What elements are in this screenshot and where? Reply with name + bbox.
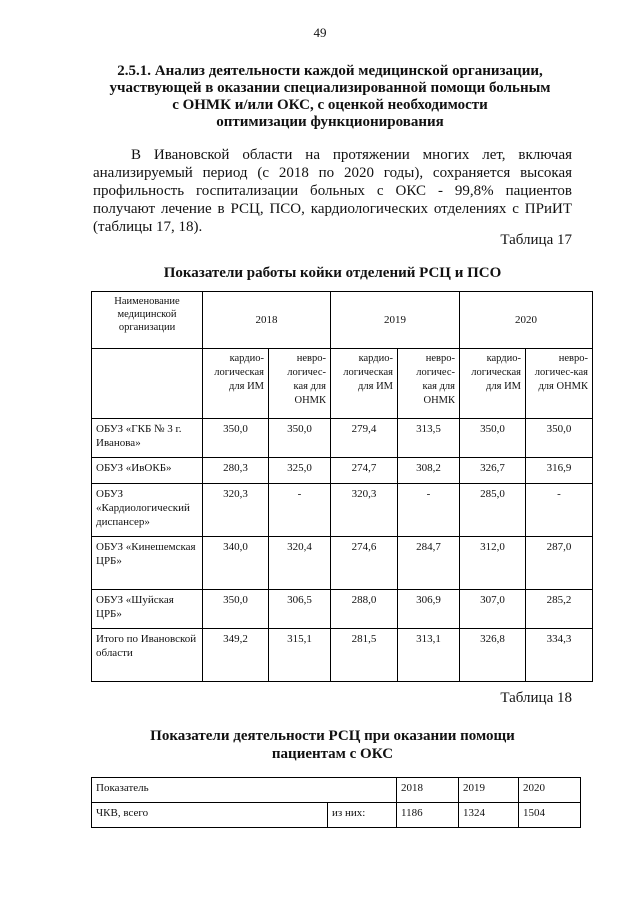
value-cell: 1504 [519,803,581,828]
year-header: 2020 [519,778,581,803]
value-cell: 320,4 [269,537,331,590]
sub-header-cardio: кардио-логическая для ИМ [203,349,269,419]
value-cell: 285,0 [460,484,526,537]
value-cell: 288,0 [331,590,398,629]
value-cell: 281,5 [331,629,398,682]
value-cell: - [269,484,331,537]
table-row [92,484,593,537]
body-paragraph: В Ивановской области на протяжении многих лет, включая анализируемый период (с 2018 по 2020 годы), сохраняется высокая профильность госпитализации больных с ОКС - 99,8% пациентов получают лечение в РСЦ, ПСО, кардиологических отделениях с ПРиИТ (таблицы 17, 18). [93,147,572,235]
value-cell: 325,0 [269,458,331,484]
sub-header-neuro: невро-логичес-кая для ОНМК [526,349,593,419]
indicator-header: Показатель [92,778,397,803]
table-row [92,803,581,828]
org-name-cell: Итого по Ивановской области [92,629,203,682]
value-cell: 350,0 [460,419,526,458]
table-subheader-row [92,349,593,419]
year-header: 2020 [460,292,593,349]
value-cell: 284,7 [398,537,460,590]
section-heading [95,63,565,131]
value-cell: 320,3 [331,484,398,537]
table-row [92,419,593,458]
year-header: 2018 [203,292,331,349]
table-header-row [92,778,581,803]
value-cell: 316,9 [526,458,593,484]
value-cell: 334,3 [526,629,593,682]
org-name-cell: ОБУЗ «Кинешемская ЦРБ» [92,537,203,590]
table-18-title [93,727,572,763]
value-cell: 313,5 [398,419,460,458]
org-name-cell: ОБУЗ «ГКБ № 3 г. Иванова» [92,419,203,458]
heading-line: оптимизации функционирования [216,114,444,130]
value-cell: 279,4 [331,419,398,458]
value-cell: 1186 [397,803,459,828]
value-cell: 308,2 [398,458,460,484]
table-header-row [92,292,593,349]
value-cell: - [398,484,460,537]
table-18-title-line: пациентам с ОКС [271,746,394,762]
org-name-cell: ОБУЗ «ИвОКБ» [92,458,203,484]
value-cell: 274,7 [331,458,398,484]
indicator-cell: ЧКВ, всего [92,803,328,828]
year-header: 2019 [459,778,519,803]
value-cell: 349,2 [203,629,269,682]
table-row [92,537,593,590]
value-cell: 280,3 [203,458,269,484]
year-header: 2018 [397,778,459,803]
value-cell: 274,6 [331,537,398,590]
value-cell: 320,3 [203,484,269,537]
value-cell: 326,7 [460,458,526,484]
value-cell: 350,0 [203,590,269,629]
table-18-label: Таблица 18 [500,690,572,706]
org-name-cell: ОБУЗ «Кардиологический диспансер» [92,484,203,537]
table-row [92,458,593,484]
value-cell: 306,5 [269,590,331,629]
table-18 [91,777,581,828]
heading-line: 2.5.1. Анализ деятельности каждой медицинской организации, [117,63,543,79]
org-column-header: Наименование медицинской организации [92,292,203,349]
value-cell: 340,0 [203,537,269,590]
table-17-title: Показатели работы койки отделений РСЦ и ПСО [163,265,502,281]
value-cell: - [526,484,593,537]
heading-line: с ОНМК и/или ОКС, с оценкой необходимости [172,97,488,113]
value-cell: 350,0 [526,419,593,458]
page-number: 49 [313,25,327,40]
value-cell: 285,2 [526,590,593,629]
table-row [92,590,593,629]
sub-label-cell: из них: [328,803,397,828]
value-cell: 307,0 [460,590,526,629]
sub-header-cardio: кардио-логическая для ИМ [331,349,398,419]
heading-line: участвующей в оказании специализированной помощи больным [109,80,551,96]
value-cell: 1324 [459,803,519,828]
value-cell: 350,0 [203,419,269,458]
value-cell: 306,9 [398,590,460,629]
sub-header-neuro: невро-логичес-кая для ОНМК [398,349,460,419]
value-cell: 312,0 [460,537,526,590]
table-total-row [92,629,593,682]
table-18-title-line: Показатели деятельности РСЦ при оказании помощи [150,728,515,744]
empty-cell [92,349,203,419]
value-cell: 315,1 [269,629,331,682]
sub-header-neuro: невро-логичес-кая для ОНМК [269,349,331,419]
sub-header-cardio: кардио-логическая для ИМ [460,349,526,419]
value-cell: 350,0 [269,419,331,458]
value-cell: 313,1 [398,629,460,682]
year-header: 2019 [331,292,460,349]
org-name-cell: ОБУЗ «Шуйская ЦРБ» [92,590,203,629]
value-cell: 287,0 [526,537,593,590]
table-17 [91,291,593,682]
value-cell: 326,8 [460,629,526,682]
table-17-label: Таблица 17 [500,232,572,248]
